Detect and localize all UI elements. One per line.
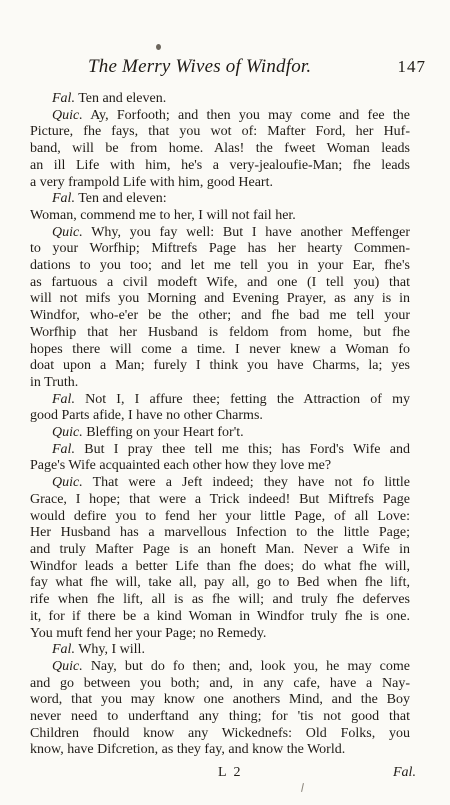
speaker-label: Quic. — [52, 425, 83, 441]
line-text: Her Husband has a marvellous Infection to the little Page; — [30, 525, 410, 541]
line-text: Grace, I hope; that were a Trick indeed! But Miftrefs Page — [30, 491, 410, 507]
speaker-label: Quic. — [52, 658, 83, 674]
line-text: word, that you may know one anothers Mind, and the Boy — [30, 692, 410, 708]
line-text: Windfor leads a better Life than fhe does; do what fhe will, — [30, 558, 410, 574]
line-text: Ten and eleven. — [74, 91, 167, 106]
speaker-label: Fal. — [52, 441, 75, 457]
text-line — [30, 208, 410, 225]
line-text: You muft fend her your Page; no Remedy. — [30, 625, 267, 641]
line-text: doat upon a Man; furely I think you have Charms, la; yes — [30, 358, 410, 374]
catchword: Fal. — [393, 765, 416, 780]
page-header — [88, 56, 428, 82]
line-text: fay what fhe will, take all, pay all, go to Bed when fhe lift, — [30, 575, 410, 591]
text-line — [30, 191, 410, 208]
text-line — [30, 659, 410, 676]
speaker-label: Quic. — [52, 107, 83, 123]
line-text: and truly Mafter Page is an honeft Man. Never a Wife in — [30, 541, 410, 557]
text-line — [30, 275, 410, 292]
running-title: The Merry Wives of Windfor. — [88, 56, 312, 77]
speaker-label: Fal. — [52, 391, 75, 407]
text-line — [30, 709, 410, 726]
text-line — [30, 542, 410, 559]
text-line — [30, 408, 410, 425]
text-line — [30, 392, 410, 409]
line-text: rife when fhe lift, all is as fhe will; and truly fhe deferves — [30, 592, 410, 608]
text-line — [30, 241, 410, 258]
line-text: Bleffing on your Heart for't. — [82, 425, 244, 441]
text-line — [30, 425, 410, 442]
page-footer — [0, 765, 450, 785]
text-line — [30, 158, 410, 175]
text-line — [30, 358, 410, 375]
line-text: Ay, Forfooth; and then you may come and fee the — [82, 107, 410, 123]
text-line — [30, 141, 410, 158]
text-line — [30, 325, 410, 342]
line-text: will not mifs you Morning and Evening Prayer, as any is in — [30, 291, 410, 307]
line-text: That were a Jeft indeed; they have not fo little — [82, 475, 410, 491]
text-line — [30, 175, 410, 192]
line-text: to your Worfhip; Miftrefs Page has her hearty Commen- — [30, 241, 410, 257]
text-line — [30, 442, 410, 459]
body-text — [30, 91, 410, 759]
line-text: Ten and eleven: — [74, 191, 167, 207]
line-text: would defire you to fend her your little Page, of all Love: — [30, 508, 410, 524]
line-text: dations to you too; and let me tell you in your Ear, fhe's — [30, 258, 410, 274]
text-line — [30, 592, 410, 609]
text-line — [30, 308, 410, 325]
line-text: Why, I will. — [74, 642, 145, 658]
line-text: Windfor, who-e'er be the other; and fhe bad me tell your — [30, 308, 410, 324]
ink-speck — [156, 44, 161, 50]
text-line — [30, 676, 410, 693]
speaker-label: Quic. — [52, 475, 83, 491]
text-line — [30, 225, 410, 242]
text-line — [30, 258, 410, 275]
line-text: in Truth. — [30, 374, 79, 390]
text-line — [30, 642, 410, 659]
line-text: Woman, commend me to her, I will not fail her. — [30, 207, 296, 223]
text-line — [30, 492, 410, 509]
text-line — [30, 475, 410, 492]
text-line — [30, 742, 410, 759]
speaker-label: Fal. — [52, 642, 75, 658]
line-text: an ill Life with him, he's a very-jealoufie-Man; fhe leads — [30, 157, 410, 173]
line-text: know, have Difcretion, as they fay, and know the World. — [30, 742, 346, 758]
line-text: Page's Wife acquainted each other how they love me? — [30, 458, 332, 474]
line-text: Children fhould know any Wickednefs: Old Folks, you — [30, 725, 410, 741]
line-text: and go between you both; and, in any cafe, have a Nay- — [30, 675, 410, 691]
line-text: Worfhip that her Husband is feldom from home, but fhe — [30, 324, 410, 340]
text-line — [30, 375, 410, 392]
line-text: a very frampold Life with him, good Heart. — [30, 174, 273, 190]
line-text: band, will be from home. Alas! the fweet Woman leads — [30, 141, 410, 157]
text-line — [30, 342, 410, 359]
text-line — [30, 525, 410, 542]
line-text: Picture, fhe fays, that you wot of: Mafter Ford, her Huf- — [30, 124, 410, 140]
line-text: But I pray thee tell me this; has Ford's Wife and — [74, 441, 410, 457]
text-line — [30, 91, 410, 108]
ink-mark — [301, 783, 304, 792]
signature-mark: L 2 — [218, 765, 243, 780]
speaker-label: Fal. — [52, 191, 75, 207]
speaker-label: Quic. — [52, 224, 83, 240]
text-line — [30, 291, 410, 308]
line-text: never need to underftand any thing; for 'tis not good that — [30, 709, 410, 725]
text-line — [30, 124, 410, 141]
line-text: Not I, I affure thee; fetting the Attraction of my — [74, 391, 410, 407]
text-line — [30, 559, 410, 576]
text-line — [30, 692, 410, 709]
line-text: it, for if there be a kind Woman in Windfor truly fhe is one. — [30, 608, 410, 624]
line-text: Nay, but do fo then; and, look you, he may come — [82, 658, 410, 674]
line-text: as fartuous a civil modeft Wife, and one (I tell you) that — [30, 274, 410, 290]
text-line — [30, 626, 410, 643]
line-text: Why, you fay well: But I have another Meffenger — [82, 224, 410, 240]
text-line — [30, 575, 410, 592]
line-text: hopes there will come a time. I never knew a Woman fo — [30, 341, 410, 357]
text-line — [30, 458, 410, 475]
page-number: 147 — [397, 57, 426, 76]
text-line — [30, 726, 410, 743]
text-line — [30, 609, 410, 626]
speaker-label: Fal. — [52, 91, 75, 106]
text-line — [30, 509, 410, 526]
text-line — [30, 108, 410, 125]
line-text: good Parts afide, I have no other Charms. — [30, 408, 263, 424]
